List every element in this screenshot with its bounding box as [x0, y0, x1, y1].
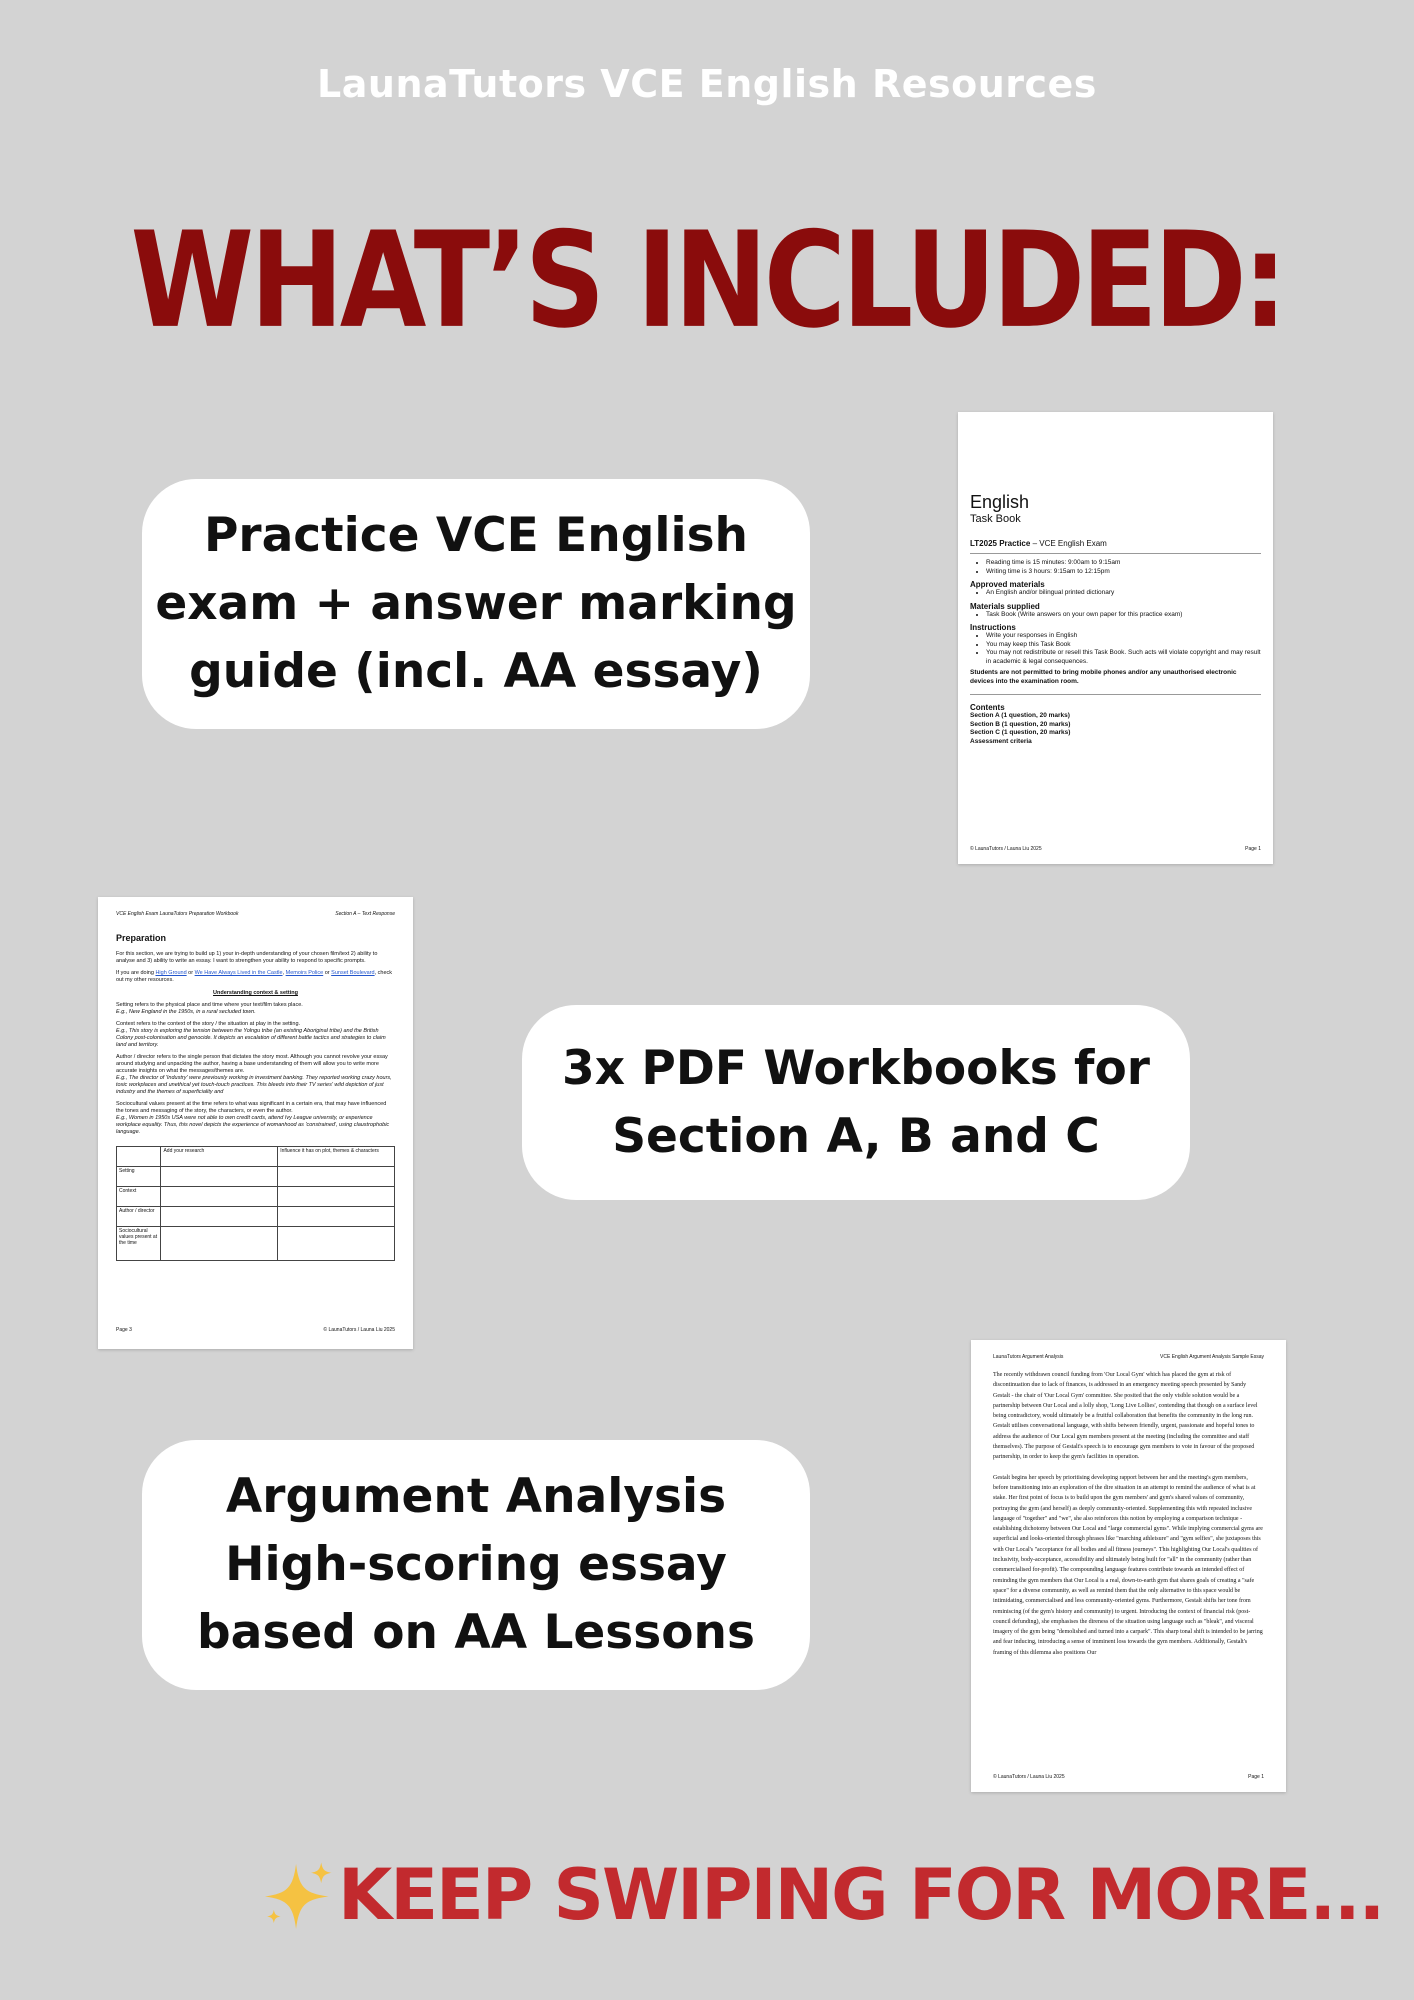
essay-running-header [993, 1354, 1264, 1360]
supplied-list [986, 611, 1261, 620]
table-row [117, 1207, 395, 1227]
instruction-item: • You may not redistribute or resell this Task Book. Such acts will violate copyright and may result in academic & legal consequences. [986, 649, 1261, 666]
resource-link[interactable]: High Ground [155, 970, 187, 976]
brand-title: LaunaTutors VCE English Resources [317, 62, 1097, 106]
feature-practice-exam [142, 479, 810, 729]
exam-subject: English [970, 492, 1030, 512]
supplied-item: • Task Book (Write answers on your own paper for this practice exam) [986, 611, 1261, 620]
table-cell [161, 1167, 278, 1187]
workbook-footer-left: Page 3 [116, 1327, 132, 1333]
contents-item: Section C (1 question, 20 marks) [970, 729, 1071, 736]
contents-heading: Contents [970, 703, 1005, 712]
instruction-item: • You may keep this Task Book [986, 641, 1261, 650]
instructions-heading: Instructions [970, 623, 1016, 632]
approved-heading: Approved materials [970, 580, 1045, 589]
cta-text: KEEP SWIPING FOR MORE... [338, 1854, 1384, 1936]
values-example: E.g., Women in 1950s USA were not able to own credit cards, attend Ivy League university, or experience workplace equality. Thus, this novel depicts the experience of womanhood as 'constrained', using claustrophobic language. [116, 1115, 390, 1135]
feature-line: Argument Analysis [225, 1469, 727, 1524]
feature-text [562, 1035, 1150, 1171]
workbook-run-right: Section A – Text Response [335, 911, 395, 917]
context-example: E.g., This story is exploring the tension between the Yolngu tribe (an existing Aboriginal tribe) and the British Colony post-colonisation and genocide. It depicts an escalation of different battle tactics and strategies to claim land and territory. [116, 1028, 386, 1048]
instruction-item: • Write your responses in English [986, 632, 1261, 641]
workbook-preview [98, 897, 413, 1349]
feature-line: guide (incl. AA essay) [189, 644, 763, 699]
exam-code-suffix: – VCE English Exam [1032, 539, 1107, 548]
instructions-list [986, 632, 1261, 666]
feature-line: 3x PDF Workbooks for [562, 1040, 1150, 1096]
table-header: Add your research [161, 1147, 278, 1167]
workbook-setting [116, 1002, 395, 1016]
feature-argument-analysis-essay [142, 1440, 810, 1690]
table-row [117, 1227, 395, 1261]
setting-example: E.g., New England in the 1950s, in a rural secluded town. [116, 1009, 256, 1015]
feature-pdf-workbooks [522, 1005, 1190, 1200]
links-suffix: check out my other resources. [116, 970, 393, 983]
exam-booklet: Task Book [970, 513, 1021, 525]
essay-footer [993, 1774, 1264, 1780]
table-cell [161, 1187, 278, 1207]
exam-code-line [970, 539, 1261, 548]
exam-footer [970, 846, 1261, 852]
essay-paragraph: Gestalt begins her speech by prioritising developing rapport between her and the meeting's gym members, before transitioning into an exploration of the dire situation in an attempt to remind the audience of what is at stake. Her first point of focus is to build upon the gym members' and gym's shared values of community, portraying the gym (and herself) as deeply community-oriented. Supplementing this with repeated inclusive language of "together" and "we", she also reinforces this notion by employing a comparison technique - establishing dichotomy between Our Local and "large commercial gyms". While implying commercial gyms are superficial and looks-oriented through phrases like "marching athleisure" and "gym selfies", she juxtaposes this with Our Local's "acceptance for all bodies and all fitness journeys". This highlighting Our Local's qualities of inclusivity, body-acceptance, accessibility and ultimately being built for "all" in the community (rather than commercialised for-profit). The compounding language features contribute towards an intended effect of reminding the gym members that Our Local is a real, down-to-earth gym that shares goals of creating a "safe space" for a diverse community, as well as remind them that the only alternative to this space would be intimidating, commercialised and less community-oriented gyms. Furthermore, Gestalt shifts her tone from reminiscing (of the gym's history and community) to urgent. Introducing the context of financial risk (post-council defunding), she emphasises the direness of the situation using language such as "bleak", and visceral imagery of the gym being "demolished and turned into a carpark". This sharp tonal shift is intended to be jarring and fear inducing, introducing a sense of imminent loss towards the gym members. Additionally, Gestalt's framing of this dilemma also positions Our [993, 1474, 1263, 1656]
table-cell [278, 1187, 395, 1207]
essay-footer-left: © LaunaTutors / Launa Liu 2025 [993, 1774, 1065, 1780]
essay-footer-right: Page 1 [1248, 1774, 1264, 1780]
sparkles-icon [262, 1858, 336, 1932]
table-cell [161, 1227, 278, 1261]
feature-line: Section A, B and C [612, 1108, 1100, 1164]
contents-item: Assessment criteria [970, 737, 1032, 745]
resource-link[interactable]: Sunset Boulevard [331, 970, 375, 976]
divider [970, 694, 1261, 695]
table-header [117, 1147, 161, 1167]
setting-text: Setting refers to the physical place and time where your text/film takes place. [116, 1002, 303, 1008]
author-example: E.g., The director of 'Industry' were previously working in investment banking. They reported working crazy hours, toxic workplaces and unethical yet touch-touch practices. This bleeds into their TV series' wild depiction of just industry and the themes of superficiality and [116, 1075, 392, 1095]
table-header-row [117, 1147, 395, 1167]
keep-swiping-cta [262, 1850, 1384, 1940]
essay-preview [971, 1340, 1286, 1792]
feature-line: Practice VCE English [203, 508, 749, 563]
table-cell [278, 1207, 395, 1227]
context-text: Context refers to the context of the story / the situation at play in the setting. [116, 1021, 301, 1027]
workbook-context [116, 1021, 395, 1049]
workbook-footer [116, 1327, 395, 1333]
table-cell [161, 1207, 278, 1227]
table-cell [278, 1227, 395, 1261]
links-prefix: If you are doing [116, 970, 154, 976]
workbook-running-header [116, 911, 395, 917]
workbook-values [116, 1101, 395, 1136]
feature-line: High-scoring essay [225, 1537, 727, 1592]
values-text: Sociocultural values present at the time refers to what was significant in a certain era, that may have influenced the tones and messaging of the story, the characters, or even the author. [116, 1101, 387, 1114]
table-cell [278, 1167, 395, 1187]
table-row-label: Sociocultural values present at the time [117, 1227, 161, 1261]
contents-item: Section A (1 question, 20 marks) [970, 712, 1070, 719]
workbook-footer-right: © LaunaTutors / Launa Liu 2025 [323, 1327, 395, 1333]
exam-code: LT2025 Practice [970, 539, 1031, 548]
exam-times [986, 559, 1261, 576]
workbook-run-left: VCE English Exam LaunaTutors Preparation Workbook [116, 911, 239, 917]
exam-footer-left: © LaunaTutors / Launa Liu 2025 [970, 846, 1042, 852]
feature-line: exam + answer marking [155, 576, 797, 631]
exam-time-item: • Writing time is 3 hours: 9:15am to 12:15pm [986, 568, 1261, 577]
table-row [117, 1187, 395, 1207]
essay-run-left: LaunaTutors Argument Analysis [993, 1354, 1064, 1360]
contents-item: Section B (1 question, 20 marks) [970, 720, 1071, 728]
research-table [116, 1146, 395, 1261]
table-row-label: Setting [117, 1167, 161, 1187]
page-headline: WHAT’S INCLUDED: [130, 204, 1284, 358]
approved-item: • An English and/or bilingual printed dictionary [986, 589, 1261, 598]
essay-run-right: VCE English Argument Analysis Sample Essay [1160, 1354, 1264, 1360]
divider [970, 553, 1261, 554]
workbook-links-line: If you are doing High Ground or We Have Always Lived in the Castle, Memoirs Police or Sunset Boulevard, check out my other resources. [116, 970, 393, 983]
feature-text [197, 1463, 755, 1667]
exam-notice: Students are not permitted to bring mobile phones and/or any unauthorised electronic devices into the examination room. [970, 669, 1237, 685]
approved-list [986, 589, 1261, 598]
workbook-author [116, 1054, 395, 1096]
author-text: Author / director refers to the single person that dictates the story most. Although you cannot revolve your essay around studying and unpacking the author, having a base understanding of them will allow you to write more accurate insights on what the messages/themes are. [116, 1054, 388, 1074]
feature-line: based on AA Lessons [197, 1605, 755, 1660]
exam-task-book-preview [958, 412, 1273, 864]
table-row-label: Author / director [117, 1207, 161, 1227]
workbook-title: Preparation [116, 933, 167, 943]
workbook-intro: For this section, we are trying to build up 1) your in-depth understanding of your chosen film/text 2) ability to analyse and 3) ability to write an essay. I want to strengthen your ability to respond to specific prompts. [116, 951, 378, 964]
workbook-subheading: Understanding context & setting [213, 990, 298, 996]
resource-link[interactable]: We Have Always Lived in the Castle [194, 970, 283, 976]
resource-link[interactable]: Memoirs Police [285, 970, 324, 976]
feature-text [155, 502, 796, 706]
exam-time-item: • Reading time is 15 minutes: 9:00am to 9:15am [986, 559, 1261, 568]
supplied-heading: Materials supplied [970, 601, 1040, 611]
table-row-label: Context [117, 1187, 161, 1207]
table-row [117, 1167, 395, 1187]
table-header: Influence it has on plot, themes & characters [278, 1147, 395, 1167]
essay-paragraph: The recently withdrawn council funding from 'Our Local Gym' which has placed the gym at risk of discontinuation due to lack of finances, is addressed in an emergency meeting speech presented by Sandy Gestalt - the chair of 'Our Local Gym' committee. She posited that the only visible solution would be a partnership between Our Local and a lolly shop, 'Long Live Lollies', contending that though on a surface level being contradictory, would ultimately be a fruitful collaboration that benefits the community in the long run. Gestalt utilises conversational language, with shifts between friendly, urgent, passionate and hopeful tones to address the audience of Our Local gym members present at the meeting (including the committee and staff themselves). The purpose of Gestalt's speech is to encourage gym members to vote in favour of the proposed partnership, in order to keep the gym's facilities in operation. [993, 1372, 1258, 1461]
exam-footer-right: Page 1 [1245, 846, 1261, 852]
